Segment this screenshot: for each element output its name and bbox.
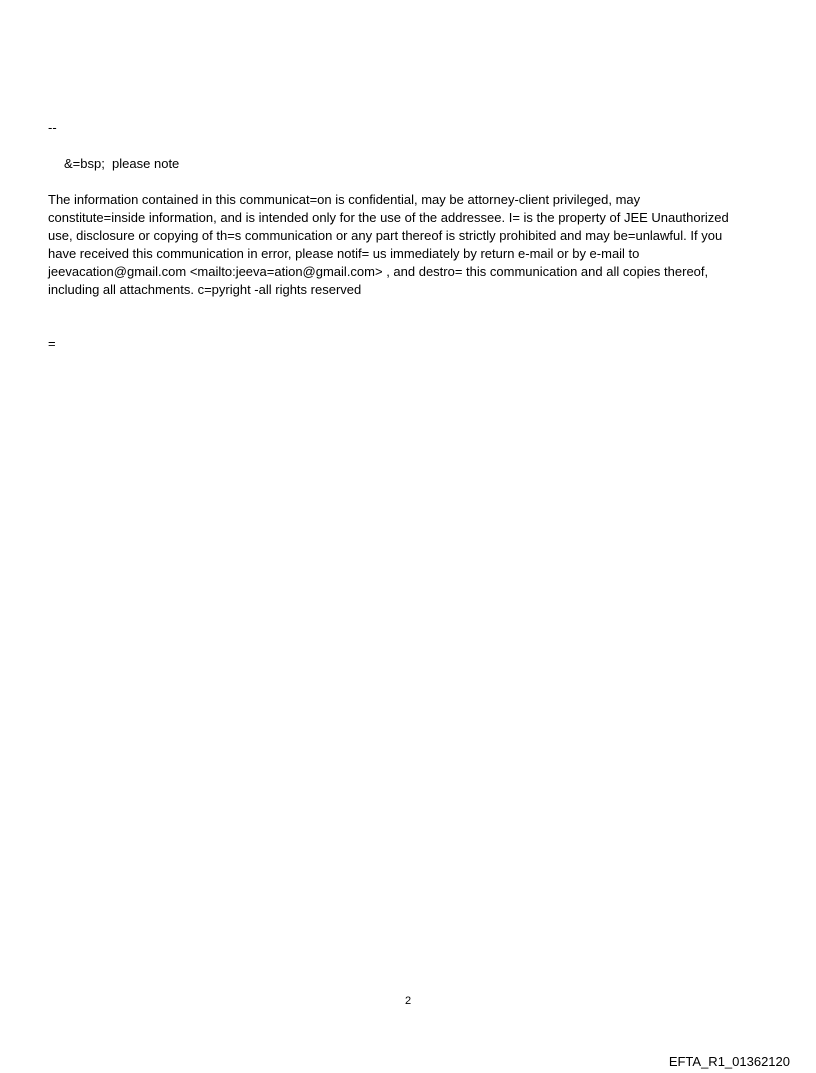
document-id: EFTA_R1_01362120	[668, 1054, 790, 1069]
disclaimer-line: use, disclosure or copying of th=s communication or any part thereof is strictly prohibited and may be=unlawful. If you	[48, 228, 723, 243]
note-line: &=bsp; please note	[64, 156, 180, 171]
disclaimer-line: jeevacation@gmail.com <mailto:jeeva=ation@gmail.com> , and destro= this communication and all copies thereof,	[48, 264, 709, 279]
disclaimer-line: constitute=inside information, and is intended only for the use of the addressee. I= is the property of JEE Unauthorized	[48, 210, 729, 225]
disclaimer-line: including all attachments. c=pyright -all rights reserved	[48, 282, 362, 297]
confidentiality-disclaimer	[48, 191, 768, 299]
page-number: 2	[404, 995, 412, 1007]
trailing-equals: =	[48, 336, 56, 351]
separator-dashes: --	[48, 120, 57, 135]
disclaimer-line: have received this communication in error, please notif= us immediately by return e-mail or by e-mail to	[48, 246, 640, 261]
disclaimer-line: The information contained in this communicat=on is confidential, may be attorney-client privileged, may	[48, 192, 641, 207]
